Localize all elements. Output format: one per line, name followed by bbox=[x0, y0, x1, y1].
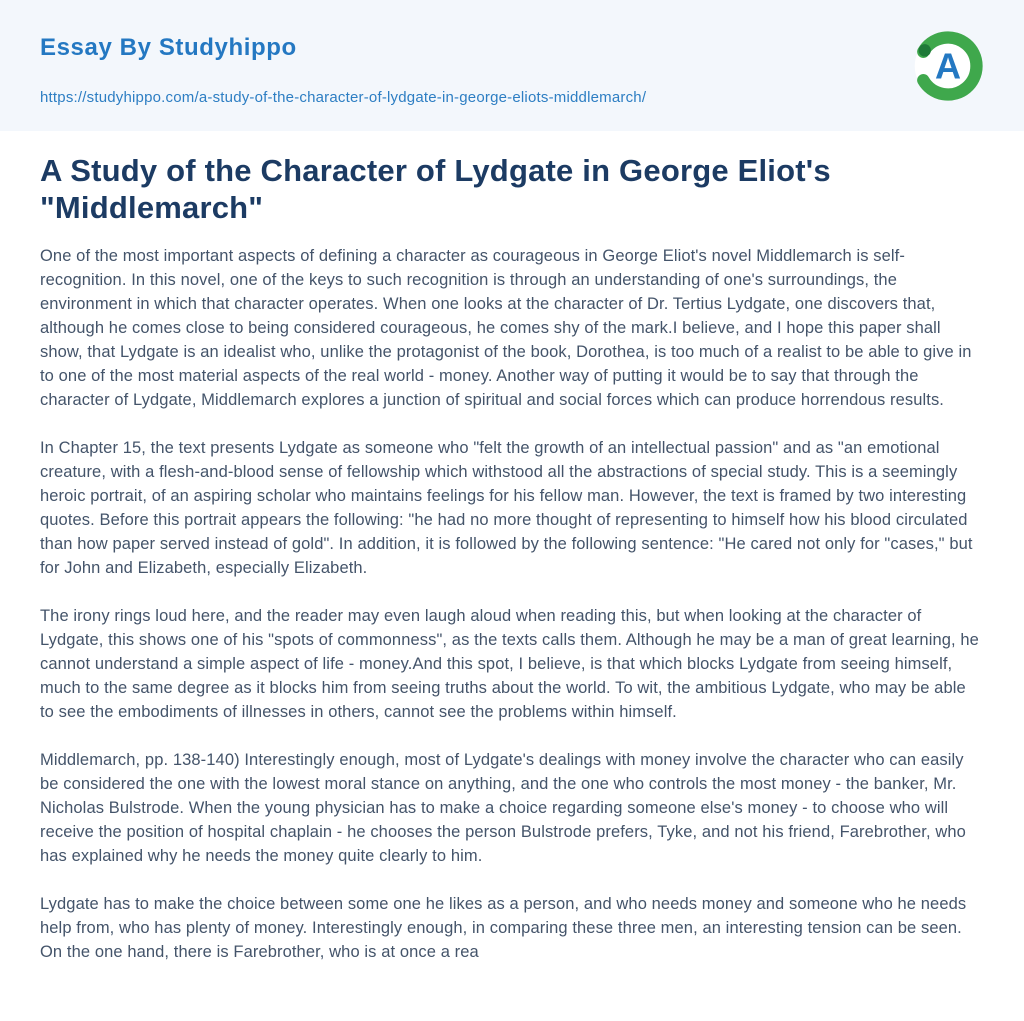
site-title: Essay By Studyhippo bbox=[40, 34, 297, 61]
article-paragraph-1: One of the most important aspects of defining a character as courageous in George Eliot's novel Middlemarch is self-recognition. In this novel, one of the keys to such recognition is through an understanding of one's surroundings, the environment in which that character operates. When one looks at the character of Dr. Tertius Lydgate, one discovers that, although he comes close to being considered courageous, he comes shy of the mark.I believe, and I hope this paper shall show, that Lydgate is an idealist who, unlike the protagonist of the book, Dorothea, is too much of a realist to be able to give in to one of the most material aspects of the real world - money. Another way of putting it would be to say that through the character of Lydgate, Middlemarch explores a junction of spiritual and social forces which can produce horrendous results. bbox=[40, 247, 972, 410]
article-paragraph-3: The irony rings loud here, and the reader may even laugh aloud when reading this, but when looking at the character of Lydgate, this shows one of his "spots of commonness", as the texts calls them. Although he may be a man of great learning, he cannot understand a simple aspect of life - money.And this spot, I believe, is that which blocks Lydgate from seeing himself, much to the same degree as it blocks him from seeing truths about the world. To wit, the ambitious Lydgate, who may be able to see the embodiments of illnesses in others, cannot see the problems within himself. bbox=[40, 607, 979, 722]
article-paragraph-2: In Chapter 15, the text presents Lydgate as someone who "felt the growth of an intellectual passion" and as "an emotional creature, with a flesh-and-blood sense of fellowship which withstood all the abstractions of special study. This is a seemingly heroic portrait, of an aspiring scholar who maintains feelings for his fellow man. However, the text is framed by two interesting quotes. Before this portrait appears the following: "he had no more thought of representing to himself how his blood circulated than how paper served instead of gold". In addition, it is followed by the following sentence: "He cared not only for "cases," but for John and Elizabeth, especially Elizabeth. bbox=[40, 439, 973, 578]
article-body bbox=[40, 244, 984, 964]
header-text-block bbox=[40, 34, 646, 106]
article-paragraph-5: Lydgate has to make the choice between some one he likes as a person, and who needs money and someone who he needs help from, who has plenty of money. Interestingly enough, in comparing these three men, an interesting tension can be seen. On the one hand, there is Farebrother, who is at once a rea bbox=[40, 895, 967, 962]
studyhippo-logo-icon bbox=[910, 28, 986, 104]
page-header bbox=[0, 0, 1024, 131]
logo-letter: A bbox=[934, 45, 962, 87]
article-paragraph-4: Middlemarch, pp. 138-140) Interestingly enough, most of Lydgate's dealings with money involve the character who can easily be considered the one with the lowest moral stance on anything, and the one who controls the most money - the banker, Mr. Nicholas Bulstrode. When the young physician has to make a choice regarding someone else's money - to choose who will receive the position of hospital chaplain - he chooses the person Bulstrode prefers, Tyke, and not his friend, Farebrother, who has explained why he needs the money quite clearly to him. bbox=[40, 751, 966, 866]
studyhippo-logo bbox=[910, 28, 986, 104]
article-container bbox=[0, 131, 1024, 964]
source-url-link[interactable]: https://studyhippo.com/a-study-of-the-character-of-lydgate-in-george-eliots-middlemarch/ bbox=[40, 89, 647, 106]
article-title: A Study of the Character of Lydgate in George Eliot's "Middlemarch" bbox=[40, 153, 831, 225]
